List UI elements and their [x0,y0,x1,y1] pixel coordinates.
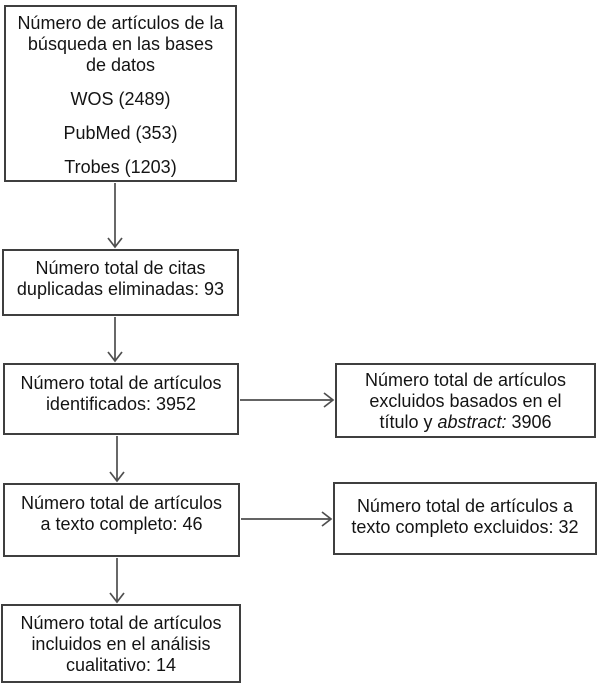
lastline-pre: título y [379,412,438,432]
lastline-abstract-italic: abstract: [437,412,507,432]
box-excluded-title-abstract-line: Número total de artículos [364,370,567,390]
database-count-wos: WOS (2489) [70,89,171,109]
arrow-fulltext-to-included [110,558,124,602]
box-duplicates-removed-line: Número total de citas [35,258,206,278]
box-excluded-title-abstract-lastline [337,412,594,433]
box-full-text-line: a texto completo: 46 [40,514,203,534]
arrow-identified-to-excluded [240,393,333,407]
lastline-count: 3906 [506,412,552,432]
arrow-identified-to-fulltext [110,436,124,481]
box-search-sources-line: de datos [85,55,156,75]
box-articles-identified-line: Número total de artículos [20,373,222,393]
box-duplicates-removed [2,249,239,316]
box-included-qualitative-line: cualitativo: 14 [65,655,177,675]
box-full-text [3,483,240,557]
box-articles-identified-line: identificados: 3952 [45,394,197,414]
box-full-text-excluded-line: Número total de artículos a [356,496,574,516]
arrow-duplicates-to-identified [108,317,122,361]
box-excluded-title-abstract [335,363,596,438]
box-full-text-excluded [333,482,597,555]
box-search-sources-line: Número de artículos de la [17,13,224,33]
box-included-qualitative-line: incluidos en el análisis [31,634,211,654]
box-duplicates-removed-line: duplicadas eliminadas: 93 [16,279,225,299]
box-included-qualitative-line: Número total de artículos [20,613,222,633]
arrow-fulltext-to-ft-excluded [241,512,331,526]
box-search-sources [4,5,237,182]
arrow-sources-to-duplicates [108,183,122,247]
box-articles-identified [3,363,239,435]
box-search-sources-line: búsqueda en las bases [27,34,214,54]
box-excluded-title-abstract-line: excluidos basados en el [369,391,562,411]
box-full-text-line: Número total de artículos [20,493,223,513]
database-count-trobes: Trobes (1203) [64,157,177,177]
box-full-text-excluded-line: texto completo excluidos: 32 [351,517,579,537]
database-count-pubmed: PubMed (353) [63,123,178,143]
box-included-qualitative [1,604,241,683]
